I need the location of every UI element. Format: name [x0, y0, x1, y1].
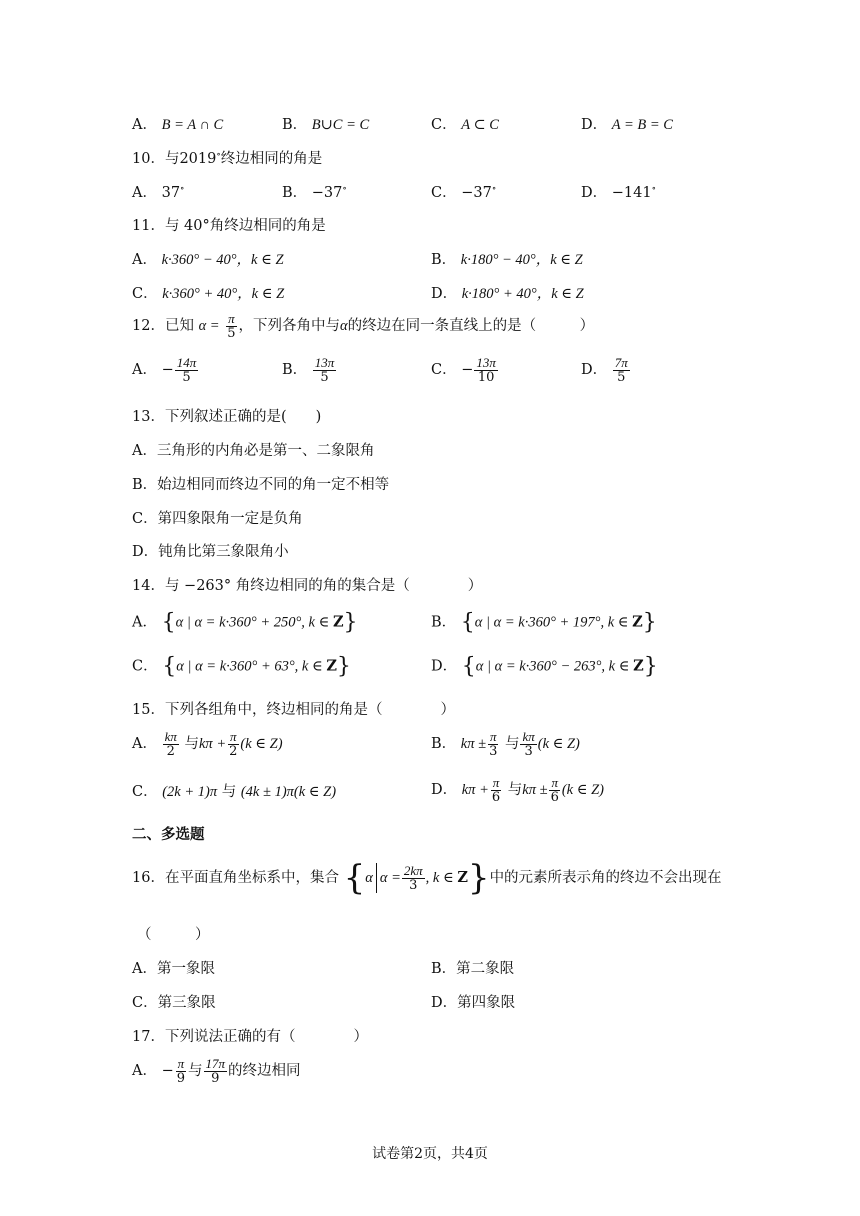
set-expression: α | α = k·360° + 250°, k ∈	[175, 614, 333, 631]
denominator: 9	[211, 1070, 220, 1086]
q17-stem: 17．下列说法正确的有（ ）	[132, 1029, 368, 1045]
option-expression: k·360° + 40°，k ∈ Z	[162, 286, 285, 302]
alpha-equals: α =	[379, 870, 401, 886]
option-expression: A = B = C	[611, 117, 673, 133]
option-expression: B = A ∩ C	[161, 117, 224, 133]
set-expression: α | α = k·360° + 197°, k ∈	[474, 614, 633, 631]
fraction	[613, 356, 630, 384]
option-label: B．	[282, 362, 308, 379]
option-expression: k·180° + 40°，k ∈ Z	[461, 286, 584, 302]
condition: (k ∈ Z)	[561, 782, 604, 799]
integer-set-symbol: Z	[326, 657, 337, 675]
set-bar	[376, 863, 377, 893]
alpha-symbol: α	[339, 318, 348, 335]
numerator: 13π	[476, 355, 496, 370]
q13-stem: 13．下列叙述正确的是( )	[132, 409, 322, 425]
numerator: 14π	[176, 355, 197, 370]
q13-option-b: B．始边相同而终边不同的角一定不相等	[132, 477, 390, 493]
numerator: π	[551, 775, 558, 790]
q10-option-b	[282, 181, 347, 202]
option-expression: A ⊂ C	[461, 117, 499, 133]
set-expression: α | α = k·360° + 63°, k ∈	[176, 658, 327, 675]
numerator: kπ	[522, 729, 535, 744]
q10-stem	[132, 147, 322, 168]
alpha-symbol: α	[365, 870, 373, 886]
option-label: C．	[132, 286, 158, 302]
q10-option-d	[581, 181, 656, 202]
option-label: C．	[132, 658, 158, 675]
option-label: D．	[431, 658, 458, 675]
stem-text: 中的元素所表示角的终边不会出现在	[489, 870, 722, 886]
expression: kπ ±	[460, 736, 487, 753]
condition: (k ∈ Z)	[537, 736, 580, 753]
q14-option-c	[132, 654, 351, 679]
q11-option-d	[431, 282, 584, 303]
fraction	[520, 730, 536, 758]
option-label: A．	[132, 1063, 157, 1080]
connector-text: 与	[184, 736, 199, 753]
q14-option-a	[132, 610, 358, 635]
option-expression: k·360° − 40°，k ∈ Z	[161, 252, 284, 268]
right-brace: }	[336, 654, 351, 679]
fraction	[163, 730, 179, 758]
option-label: D．	[431, 782, 458, 799]
option-label: B．	[282, 117, 308, 133]
stem-text: 12．已知	[132, 318, 194, 335]
fraction	[402, 864, 425, 892]
numerator: 17π	[205, 1056, 226, 1071]
fraction	[175, 356, 199, 384]
denominator: 5	[617, 369, 626, 385]
option-label: A．	[132, 736, 157, 753]
stem-text: 16．在平面直角坐标系中，集合	[132, 870, 339, 886]
option-label: B．	[431, 736, 457, 753]
fraction	[204, 1057, 228, 1085]
q9-option-c	[431, 113, 499, 134]
q9-option-b	[282, 113, 369, 134]
q16-stem	[132, 858, 722, 898]
option-label: D．	[581, 185, 608, 201]
denominator: 6	[491, 789, 501, 805]
stem-text: ，下列各角中与	[238, 318, 340, 335]
q16-option-b: B．第二象限	[431, 961, 515, 977]
denominator: 5	[227, 325, 236, 341]
option-label: A．	[132, 185, 157, 201]
option-label: C．	[431, 362, 457, 379]
denominator: 10	[477, 369, 495, 385]
option-label: C．	[132, 784, 158, 800]
numerator: 7π	[614, 355, 628, 370]
right-brace: }	[643, 654, 658, 679]
minus-sign: −	[461, 362, 474, 379]
integer-set-symbol: Z	[332, 613, 344, 631]
option-label: B．	[282, 185, 308, 201]
option-value: −37	[311, 185, 343, 201]
denominator: 5	[182, 369, 191, 385]
left-brace: {	[162, 654, 177, 679]
condition: (k ∈ Z)	[240, 736, 283, 753]
right-brace: }	[343, 610, 358, 635]
expression: kπ +	[199, 736, 227, 753]
fraction	[313, 356, 337, 384]
q12-stem	[132, 312, 594, 340]
q11-option-b	[431, 248, 583, 269]
connector-text: 与	[507, 782, 523, 799]
q11-option-c	[132, 282, 284, 303]
q12-option-b	[282, 356, 337, 384]
q14-option-b	[431, 610, 657, 635]
degree-mark: ∘	[180, 184, 185, 195]
expression: kπ ±	[522, 782, 548, 799]
stem-text: 的终边在同一条直线上的是（ ）	[347, 318, 595, 335]
degree-mark: ∘	[342, 184, 347, 195]
q13-option-a: A．三角形的内角必是第一、二象限角	[132, 443, 375, 459]
integer-set-symbol: Z	[632, 613, 643, 631]
fraction	[227, 730, 239, 758]
numerator: π	[228, 311, 235, 326]
numerator: π	[230, 729, 237, 744]
section-heading: 二、多选题	[132, 826, 205, 843]
condition: (k ∈ Z)	[293, 784, 337, 800]
numerator: 13π	[314, 355, 335, 370]
right-brace: }	[642, 610, 657, 635]
denominator: 5	[320, 369, 329, 385]
stem-text: 的终边相同	[228, 1063, 301, 1080]
q14-stem: 14．与 −263° 角终边相同的角的集合是（ ）	[132, 578, 483, 594]
option-label: D．	[431, 286, 458, 302]
option-label: C．	[431, 117, 457, 133]
degree-mark: ∘	[491, 184, 497, 195]
expression: (2k + 1)π	[162, 784, 218, 800]
set-condition: , k ∈	[425, 870, 458, 886]
denominator: 2	[166, 743, 175, 759]
q13-option-d: D．钝角比第三象限角小	[132, 544, 289, 560]
q9-option-a	[132, 113, 223, 134]
q12-option-c	[431, 356, 499, 384]
option-label: B．	[431, 252, 457, 268]
option-label: B．	[431, 614, 457, 631]
fraction	[490, 776, 502, 804]
option-expression: k·180° − 40°，k ∈ Z	[460, 252, 583, 268]
option-label: A．	[132, 362, 157, 379]
denominator: 9	[176, 1070, 186, 1086]
denominator: 3	[524, 743, 533, 759]
minus-sign: −	[161, 1063, 174, 1080]
option-label: D．	[581, 117, 608, 133]
minus-sign: −	[161, 362, 174, 379]
left-brace: {	[161, 610, 176, 635]
numerator: kπ	[164, 729, 177, 744]
page-footer: 试卷第2页，共4页	[372, 1146, 488, 1162]
q12-option-a	[132, 356, 199, 384]
stem-text: 10．与	[132, 151, 180, 167]
left-brace: {	[343, 858, 366, 898]
connector-text: 与	[504, 736, 520, 753]
option-value: −37	[461, 185, 492, 201]
q9-option-d	[581, 113, 673, 134]
q15-option-b	[431, 730, 580, 758]
q15-option-d	[431, 776, 604, 804]
numerator: π	[177, 1056, 185, 1071]
left-brace: {	[460, 610, 475, 635]
option-label: C．	[431, 185, 457, 201]
degree-mark: ∘	[651, 184, 656, 195]
numerator: π	[492, 775, 500, 790]
angle-value: 2019	[179, 151, 217, 167]
integer-set-symbol: Z	[457, 869, 468, 886]
q17-option-a	[132, 1057, 301, 1085]
option-label: D．	[581, 362, 608, 379]
set-expression: α | α = k·360° − 263°, k ∈	[475, 658, 634, 675]
numerator: 2kπ	[403, 862, 423, 878]
option-expression: B∪C = C	[311, 117, 370, 133]
left-brace: {	[461, 654, 476, 679]
q11-option-a	[132, 248, 284, 269]
q16-option-a: A．第一象限	[132, 961, 215, 977]
q15-option-a	[132, 730, 283, 758]
denominator: 3	[409, 877, 418, 893]
connector-text: 与	[188, 1063, 203, 1080]
alpha-equals: α =	[198, 318, 220, 335]
option-label: A．	[132, 117, 157, 133]
option-label: A．	[132, 614, 157, 631]
fraction	[225, 312, 237, 340]
option-value: 37	[161, 185, 181, 201]
q16-option-c: C．第三象限	[132, 995, 216, 1011]
connector-text: 与	[221, 784, 237, 800]
fraction	[549, 776, 561, 804]
option-label: A．	[132, 252, 157, 268]
integer-set-symbol: Z	[633, 657, 644, 675]
degree-mark: ∘	[216, 150, 221, 161]
q10-option-a	[132, 181, 184, 202]
expression: (4k ± 1)π	[240, 784, 294, 800]
expression: kπ +	[461, 782, 489, 799]
option-value: −141	[611, 185, 652, 201]
fraction	[175, 1057, 187, 1085]
denominator: 6	[550, 789, 559, 805]
stem-text: 终边相同的角是	[220, 151, 323, 167]
q15-stem: 15．下列各组角中，终边相同的角是（ ）	[132, 702, 455, 718]
q15-option-c	[132, 780, 336, 801]
q16-option-d: D．第四象限	[431, 995, 516, 1011]
numerator: π	[489, 729, 497, 744]
q10-option-c	[431, 181, 496, 202]
q13-option-c: C．第四象限角一定是负角	[132, 511, 303, 527]
fraction	[487, 730, 499, 758]
fraction	[474, 356, 498, 384]
q16-answer-paren: （ ）	[137, 927, 210, 943]
denominator: 3	[489, 743, 498, 759]
q11-stem: 11．与 40°角终边相同的角是	[132, 218, 326, 234]
q12-option-d	[581, 356, 631, 384]
q14-option-d	[431, 654, 658, 679]
right-brace: }	[467, 858, 490, 898]
denominator: 2	[229, 743, 238, 759]
